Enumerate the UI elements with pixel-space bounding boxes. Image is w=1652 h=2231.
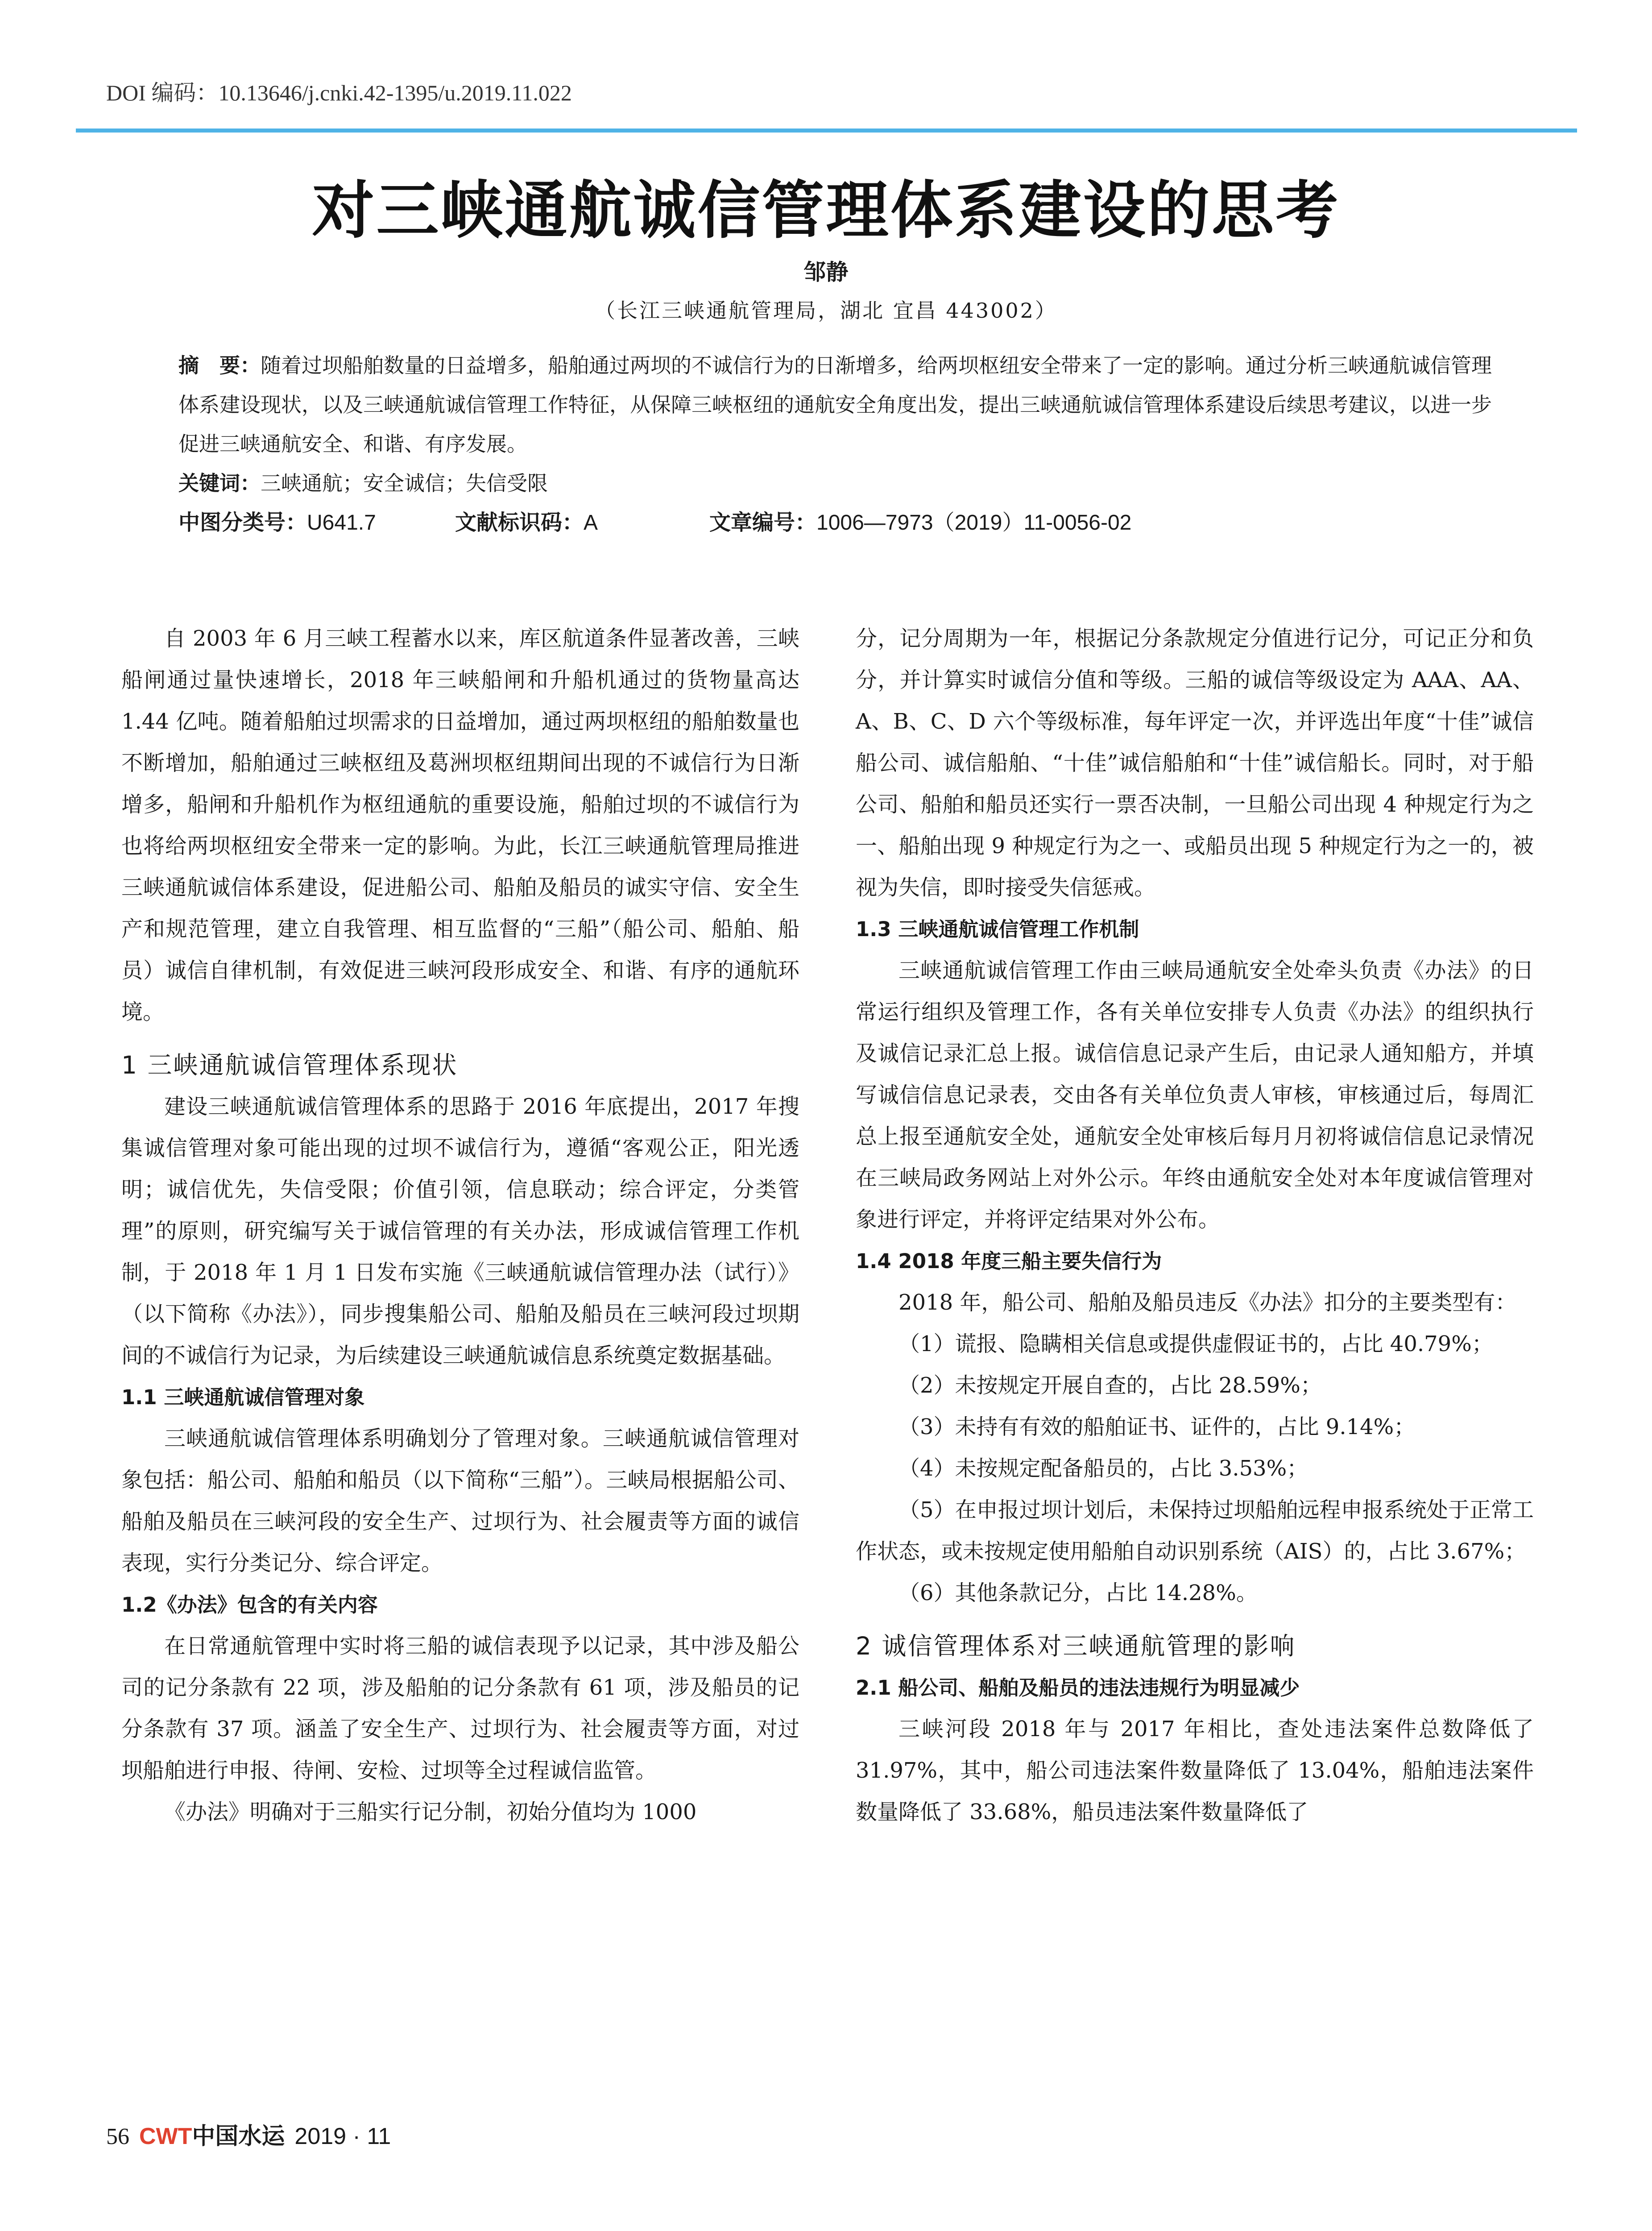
clc-label: 中图分类号： [178,510,307,535]
issue-number: 2019 · 11 [294,2123,391,2149]
page-number: 56 [106,2124,129,2149]
section-2-1-paragraph: 三峡河段 2018 年与 2017 年相比，查处违法案件总数降低了 31.97%，其中，船公司违法案件数量降低了 13.04%，船舶违法案件数量降低了 33.68%，船员违法案件数量降低了 [856,1717,1534,1825]
left-column [121,618,799,1833]
list-item: （1）谎报、隐瞒相关信息或提供虚假证书的，占比 40.79%； [898,1331,1493,1356]
keywords [178,464,1495,503]
section-1-4-heading: 1.4 2018 年度三船主要失信行为 [856,1249,1162,1273]
author-name: 邹静 [803,259,849,285]
article-number-label: 文章编号： [709,510,817,535]
abstract-label: 摘 要： [178,353,261,377]
section-1-2-paragraph: 在日常通航管理中实时将三船的诚信表现予以记录，其中涉及船公司的记分条款有 22 项，涉及船舶的记分条款有 61 项，涉及船员的记分条款有 37 项。涵盖了安全生产、过坝行为、社会履责等方面，对过坝船舶进行申报、待闸、安检、过坝等全过程诚信监管。 [121,1634,799,1783]
section-1-3-heading: 1.3 三峡通航诚信管理工作机制 [856,917,1139,941]
section-1-4-paragraph: 2018 年，船公司、船舶及船员违反《办法》扣分的主要类型有： [898,1290,1517,1315]
keywords-text: 三峡通航；安全诚信；失信受限 [261,471,548,495]
list-item: （2）未按规定开展自查的，占比 28.59%； [898,1373,1322,1398]
right-column [856,618,1534,1833]
journal-name [139,2117,285,2151]
abstract [178,346,1495,464]
section-1-1-paragraph: 三峡通航诚信管理体系明确划分了管理对象。三峡通航诚信管理对象包括：船公司、船舶和船员（以下简称“三船”）。三峡局根据船公司、船舶及船员在三峡河段的安全生产、过坝行为、社会履责等方面的诚信表现，实行分类记分、综合评定。 [121,1426,799,1576]
doi-line: DOI 编码：10.13646/j.cnki.42-1395/u.2019.11.022 [106,80,572,105]
abstract-text: 随着过坝船舶数量的日益增多，船舶通过两坝的不诚信行为的日渐增多，给两坝枢纽安全带来了一定的影响。通过分析三峡通航诚信管理体系建设现状，以及三峡通航诚信管理工作特征，从保障三峡枢纽的通航安全角度出发，提出三峡通航诚信管理体系建设后续思考建议，以进一步促进三峡通航安全、和谐、有序发展。 [178,353,1492,456]
continued-paragraph: 分，记分周期为一年，根据记分条款规定分值进行记分，可记正分和负分，并计算实时诚信分值和等级。三船的诚信等级设定为 AAA、AA、A、B、C、D 六个等级标准，每年评定一次，并评选出年度“十佳”诚信船公司、诚信船舶、“十佳”诚信船舶和“十佳”诚信船长。同时，对于船公司、船舶和船员还实行一票否决制，一旦船公司出现 4 种规定行为之一、船舶出现 9 种规定行为之一、或船员出现 5 种规定行为之一的，被视为失信，即时接受失信惩戒。 [856,626,1534,900]
affiliation: （长江三峡通航管理局，湖北 宜昌 443002） [595,299,1057,323]
section-2-1-heading: 2.1 船公司、船舶及船员的违法违规行为明显减少 [856,1676,1300,1700]
abstract-block [178,346,1495,543]
page-footer [106,2117,391,2151]
section-1-3-paragraph: 三峡通航诚信管理工作由三峡局通航安全处牵头负责《办法》的日常运行组织及管理工作，各有关单位安排专人负责《办法》的组织执行及诚信记录汇总上报。诚信信息记录产生后，由记录人通知船方，并填写诚信信息记录表，交由各有关单位负责人审核，审核通过后，每周汇总上报至通航安全处，通航安全处审核后每月月初将诚信信息记录情况在三峡局政务网站上对外公示。年终由通航安全处对本年度诚信管理对象进行评定，并将评定结果对外公布。 [856,958,1534,1232]
article-title: 对三峡通航诚信管理体系建设的思考 [312,174,1340,247]
clc-value: U641.7 [307,511,376,535]
doc-code-label: 文献标识码： [455,510,584,535]
section-1-heading: 1 三峡通航诚信管理体系现状 [121,1051,458,1079]
list-item: （4）未按规定配备船员的，占比 3.53%； [898,1456,1308,1481]
section-2-heading: 2 诚信管理体系对三峡通航管理的影响 [856,1632,1296,1660]
article-number-value: 1006—7973（2019）11-0056-02 [816,511,1132,535]
section-1-2-heading: 1.2《办法》包含的有关内容 [121,1593,378,1617]
doc-code-value: A [584,511,598,535]
list-item: （5）在申报过坝计划后，未保持过坝船舶远程申报系统处于正常工作状态，或未按规定使用船舶自动识别系统（AIS）的，占比 3.67%； [856,1497,1534,1564]
magazine-name: 中国水运 [192,2123,285,2150]
header-rule [76,129,1577,133]
list-item: （6）其他条款记分，占比 14.28%。 [898,1580,1258,1605]
section-1-2-paragraph-2: 《办法》明确对于三船实行记分制，初始分值均为 1000 [164,1800,697,1825]
section-1-paragraph: 建设三峡通航诚信管理体系的思路于 2016 年底提出，2017 年搜集诚信管理对象可能出现的过坝不诚信行为，遵循“客观公正，阳光透明；诚信优先，失信受限；价值引领，信息联动；综合评定，分类管理”的原则，研究编写关于诚信管理的有关办法，形成诚信管理工作机制，于 2018 年 1 月 1 日发布实施《三峡通航诚信管理办法（试行）》（以下简称《办法》），同步搜集船公司、船舶及船员在三峡河段过坝期间的不诚信行为记录，为后续建设三峡通航诚信息系统奠定数据基础。 [121,1094,799,1368]
brand-logo: CWT [139,2123,192,2149]
intro-paragraph: 自 2003 年 6 月三峡工程蓄水以来，库区航道条件显著改善，三峡船闸通过量快速增长，2018 年三峡船闸和升船机通过的货物量高达 1.44 亿吨。随着船舶过坝需求的日益增加，通过两坝枢纽的船舶数量也不断增加，船舶通过三峡枢纽及葛洲坝枢纽期间出现的不诚信行为日渐增多，船闸和升船机作为枢纽通航的重要设施，船舶过坝的不诚信行为也将给两坝枢纽安全带来一定的影响。为此，长江三峡通航管理局推进三峡通航诚信体系建设，促进船公司、船舶及船员的诚实守信、安全生产和规范管理，建立自我管理、相互监督的“三船”（船公司、船舶、船员）诚信自律机制，有效促进三峡河段形成安全、和谐、有序的通航环境。 [121,626,799,1024]
list-item: （3）未持有有效的船舶证书、证件的，占比 9.14%； [898,1414,1416,1439]
classification-line [178,503,1495,543]
section-1-1-heading: 1.1 三峡通航诚信管理对象 [121,1385,365,1409]
keywords-label: 关键词： [178,471,261,495]
